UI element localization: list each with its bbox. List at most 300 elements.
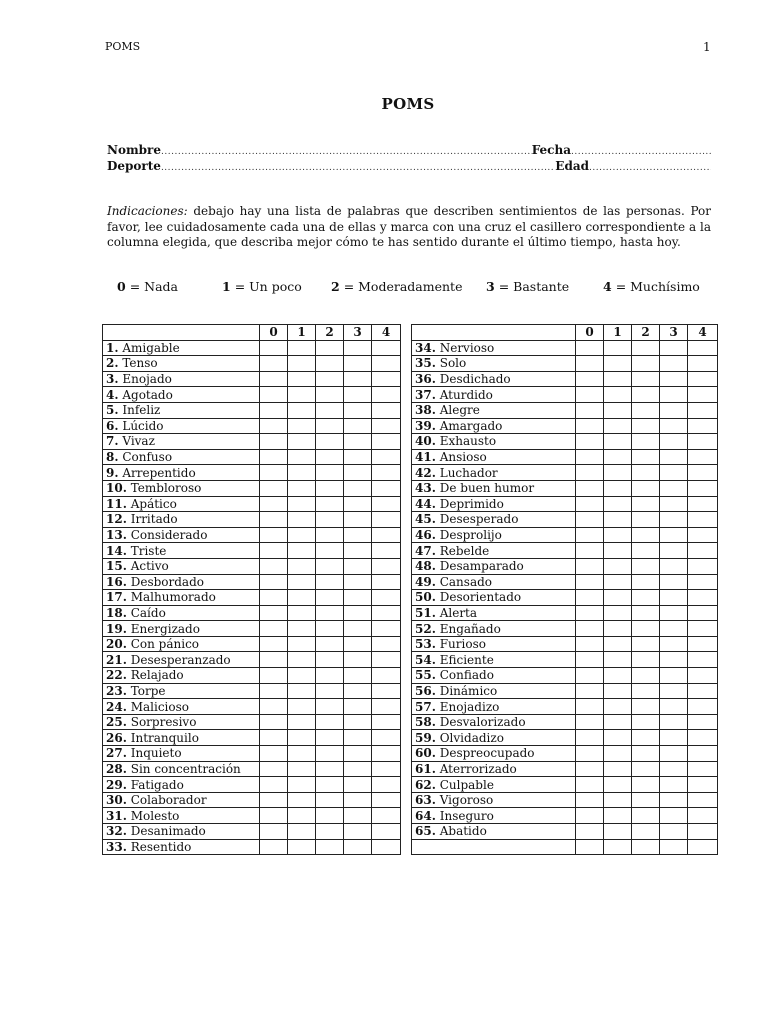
answer-checkbox-cell[interactable] [260,434,288,450]
answer-checkbox-cell[interactable] [660,496,688,512]
answer-checkbox-cell[interactable] [344,746,372,762]
answer-checkbox-cell[interactable] [604,371,632,387]
answer-checkbox-cell[interactable] [576,808,604,824]
answer-checkbox-cell[interactable] [660,746,688,762]
answer-checkbox-cell[interactable] [344,512,372,528]
answer-checkbox-cell[interactable] [604,683,632,699]
answer-checkbox-cell[interactable] [260,730,288,746]
answer-checkbox-cell[interactable] [372,527,401,543]
answer-checkbox-cell[interactable] [632,496,660,512]
answer-checkbox-cell[interactable] [688,434,718,450]
answer-checkbox-cell[interactable] [660,387,688,403]
answer-checkbox-cell[interactable] [604,730,632,746]
answer-checkbox-cell[interactable] [316,746,344,762]
answer-checkbox-cell[interactable] [576,434,604,450]
answer-checkbox-cell[interactable] [660,543,688,559]
answer-checkbox-cell[interactable] [288,496,316,512]
answer-checkbox-cell[interactable] [688,387,718,403]
answer-checkbox-cell[interactable] [260,652,288,668]
answer-checkbox-cell[interactable] [660,356,688,372]
answer-checkbox-cell[interactable] [316,543,344,559]
answer-checkbox-cell[interactable] [604,621,632,637]
answer-checkbox-cell[interactable] [288,699,316,715]
answer-checkbox-cell[interactable] [260,808,288,824]
answer-checkbox-cell[interactable] [576,668,604,684]
answer-checkbox-cell[interactable] [632,574,660,590]
answer-checkbox-cell[interactable] [632,621,660,637]
edad-field[interactable] [589,163,711,173]
answer-checkbox-cell[interactable] [288,730,316,746]
answer-checkbox-cell[interactable] [660,808,688,824]
answer-checkbox-cell[interactable] [344,824,372,840]
answer-checkbox-cell[interactable] [288,465,316,481]
answer-checkbox-cell[interactable] [576,824,604,840]
answer-checkbox-cell[interactable] [316,574,344,590]
answer-checkbox-cell[interactable] [372,777,401,793]
answer-checkbox-cell[interactable] [260,496,288,512]
answer-checkbox-cell[interactable] [288,636,316,652]
answer-checkbox-cell[interactable] [344,480,372,496]
answer-checkbox-cell[interactable] [576,465,604,481]
answer-checkbox-cell[interactable] [316,792,344,808]
answer-checkbox-cell[interactable] [260,527,288,543]
answer-checkbox-cell[interactable] [288,356,316,372]
answer-checkbox-cell[interactable] [660,512,688,528]
answer-checkbox-cell[interactable] [632,434,660,450]
answer-checkbox-cell[interactable] [316,683,344,699]
answer-checkbox-cell[interactable] [688,465,718,481]
answer-checkbox-cell[interactable] [632,371,660,387]
answer-checkbox-cell[interactable] [316,340,344,356]
answer-checkbox-cell[interactable] [688,574,718,590]
answer-checkbox-cell[interactable] [260,574,288,590]
answer-checkbox-cell[interactable] [316,714,344,730]
answer-checkbox-cell[interactable] [604,699,632,715]
answer-checkbox-cell[interactable] [688,792,718,808]
nombre-field[interactable] [161,147,532,157]
answer-checkbox-cell[interactable] [316,402,344,418]
deporte-field[interactable] [161,163,555,173]
answer-checkbox-cell[interactable] [576,621,604,637]
answer-checkbox-cell[interactable] [604,543,632,559]
answer-checkbox-cell[interactable] [604,792,632,808]
answer-checkbox-cell[interactable] [604,402,632,418]
answer-checkbox-cell[interactable] [576,387,604,403]
answer-checkbox-cell[interactable] [604,636,632,652]
answer-checkbox-cell[interactable] [344,777,372,793]
answer-checkbox-cell[interactable] [604,418,632,434]
answer-checkbox-cell[interactable] [632,683,660,699]
answer-checkbox-cell[interactable] [260,824,288,840]
answer-checkbox-cell[interactable] [288,652,316,668]
answer-checkbox-cell[interactable] [604,356,632,372]
answer-checkbox-cell[interactable] [316,777,344,793]
answer-checkbox-cell[interactable] [688,777,718,793]
answer-checkbox-cell[interactable] [632,777,660,793]
answer-checkbox-cell[interactable] [604,652,632,668]
answer-checkbox-cell[interactable] [372,605,401,621]
answer-checkbox-cell[interactable] [260,512,288,528]
answer-checkbox-cell[interactable] [660,792,688,808]
answer-checkbox-cell[interactable] [316,387,344,403]
answer-checkbox-cell[interactable] [660,449,688,465]
answer-checkbox-cell[interactable] [604,496,632,512]
answer-checkbox-cell[interactable] [688,558,718,574]
answer-checkbox-cell[interactable] [316,480,344,496]
answer-checkbox-cell[interactable] [344,558,372,574]
answer-checkbox-cell[interactable] [288,777,316,793]
answer-checkbox-cell[interactable] [316,371,344,387]
answer-checkbox-cell[interactable] [344,465,372,481]
answer-checkbox-cell[interactable] [344,434,372,450]
fecha-field[interactable] [571,147,711,157]
answer-checkbox-cell[interactable] [688,480,718,496]
answer-checkbox-cell[interactable] [288,839,316,855]
answer-checkbox-cell[interactable] [316,465,344,481]
answer-checkbox-cell[interactable] [344,418,372,434]
answer-checkbox-cell[interactable] [576,777,604,793]
answer-checkbox-cell[interactable] [660,621,688,637]
answer-checkbox-cell[interactable] [660,480,688,496]
answer-checkbox-cell[interactable] [688,449,718,465]
answer-checkbox-cell[interactable] [316,512,344,528]
answer-checkbox-cell[interactable] [576,356,604,372]
answer-checkbox-cell[interactable] [632,699,660,715]
answer-checkbox-cell[interactable] [316,808,344,824]
answer-checkbox-cell[interactable] [260,683,288,699]
answer-checkbox-cell[interactable] [688,683,718,699]
answer-checkbox-cell[interactable] [604,558,632,574]
answer-checkbox-cell[interactable] [372,356,401,372]
answer-checkbox-cell[interactable] [288,371,316,387]
answer-checkbox-cell[interactable] [604,340,632,356]
answer-checkbox-cell[interactable] [604,465,632,481]
answer-checkbox-cell[interactable] [316,824,344,840]
answer-checkbox-cell[interactable] [604,574,632,590]
answer-checkbox-cell[interactable] [316,558,344,574]
answer-checkbox-cell[interactable] [288,558,316,574]
answer-checkbox-cell[interactable] [288,480,316,496]
answer-checkbox-cell[interactable] [604,527,632,543]
answer-checkbox-cell[interactable] [660,558,688,574]
answer-checkbox-cell[interactable] [632,387,660,403]
answer-checkbox-cell[interactable] [632,480,660,496]
answer-checkbox-cell[interactable] [576,574,604,590]
answer-checkbox-cell[interactable] [344,699,372,715]
answer-checkbox-cell[interactable] [288,574,316,590]
answer-checkbox-cell[interactable] [660,605,688,621]
answer-checkbox-cell[interactable] [344,668,372,684]
answer-checkbox-cell[interactable] [344,371,372,387]
answer-checkbox-cell[interactable] [288,668,316,684]
answer-checkbox-cell[interactable] [632,543,660,559]
answer-checkbox-cell[interactable] [688,668,718,684]
answer-checkbox-cell[interactable] [344,730,372,746]
answer-checkbox-cell[interactable] [260,621,288,637]
answer-checkbox-cell[interactable] [344,574,372,590]
answer-checkbox-cell[interactable] [288,792,316,808]
answer-checkbox-cell[interactable] [344,636,372,652]
answer-checkbox-cell[interactable] [576,605,604,621]
answer-checkbox-cell[interactable] [576,699,604,715]
answer-checkbox-cell[interactable] [576,449,604,465]
answer-checkbox-cell[interactable] [576,402,604,418]
answer-checkbox-cell[interactable] [344,652,372,668]
answer-checkbox-cell[interactable] [632,590,660,606]
answer-checkbox-cell[interactable] [660,636,688,652]
answer-checkbox-cell[interactable] [316,590,344,606]
answer-checkbox-cell[interactable] [372,590,401,606]
answer-checkbox-cell[interactable] [372,824,401,840]
answer-checkbox-cell[interactable] [316,652,344,668]
answer-checkbox-cell[interactable] [288,605,316,621]
answer-checkbox-cell[interactable] [604,746,632,762]
answer-checkbox-cell[interactable] [660,777,688,793]
answer-checkbox-cell[interactable] [576,418,604,434]
answer-checkbox-cell[interactable] [316,730,344,746]
answer-checkbox-cell[interactable] [344,590,372,606]
answer-checkbox-cell[interactable] [660,434,688,450]
answer-checkbox-cell[interactable] [576,730,604,746]
answer-checkbox-cell[interactable] [372,621,401,637]
answer-checkbox-cell[interactable] [372,496,401,512]
answer-checkbox-cell[interactable] [660,527,688,543]
answer-checkbox-cell[interactable] [288,434,316,450]
answer-checkbox-cell[interactable] [576,683,604,699]
answer-checkbox-cell[interactable] [288,418,316,434]
answer-checkbox-cell[interactable] [688,699,718,715]
answer-checkbox-cell[interactable] [316,356,344,372]
answer-checkbox-cell[interactable] [288,387,316,403]
answer-checkbox-cell[interactable] [288,340,316,356]
answer-checkbox-cell[interactable] [660,668,688,684]
answer-checkbox-cell[interactable] [260,792,288,808]
answer-checkbox-cell[interactable] [260,605,288,621]
answer-checkbox-cell[interactable] [344,792,372,808]
answer-checkbox-cell[interactable] [604,590,632,606]
answer-checkbox-cell[interactable] [688,527,718,543]
answer-checkbox-cell[interactable] [372,746,401,762]
answer-checkbox-cell[interactable] [316,839,344,855]
answer-checkbox-cell[interactable] [316,434,344,450]
answer-checkbox-cell[interactable] [288,683,316,699]
answer-checkbox-cell[interactable] [688,636,718,652]
answer-checkbox-cell[interactable] [288,449,316,465]
answer-checkbox-cell[interactable] [576,371,604,387]
answer-checkbox-cell[interactable] [344,839,372,855]
answer-checkbox-cell[interactable] [372,761,401,777]
answer-checkbox-cell[interactable] [660,371,688,387]
answer-checkbox-cell[interactable] [344,761,372,777]
answer-checkbox-cell[interactable] [576,746,604,762]
answer-checkbox-cell[interactable] [632,652,660,668]
answer-checkbox-cell[interactable] [632,730,660,746]
answer-checkbox-cell[interactable] [344,449,372,465]
answer-checkbox-cell[interactable] [372,371,401,387]
answer-checkbox-cell[interactable] [344,605,372,621]
answer-checkbox-cell[interactable] [344,356,372,372]
answer-checkbox-cell[interactable] [632,356,660,372]
answer-checkbox-cell[interactable] [688,605,718,621]
answer-checkbox-cell[interactable] [316,636,344,652]
answer-checkbox-cell[interactable] [632,605,660,621]
answer-checkbox-cell[interactable] [344,496,372,512]
answer-checkbox-cell[interactable] [288,543,316,559]
answer-checkbox-cell[interactable] [260,699,288,715]
answer-checkbox-cell[interactable] [288,714,316,730]
answer-checkbox-cell[interactable] [632,512,660,528]
answer-checkbox-cell[interactable] [604,434,632,450]
answer-checkbox-cell[interactable] [260,340,288,356]
answer-checkbox-cell[interactable] [660,340,688,356]
answer-checkbox-cell[interactable] [372,730,401,746]
answer-checkbox-cell[interactable] [372,668,401,684]
answer-checkbox-cell[interactable] [344,808,372,824]
answer-checkbox-cell[interactable] [316,699,344,715]
answer-checkbox-cell[interactable] [604,480,632,496]
answer-checkbox-cell[interactable] [688,808,718,824]
answer-checkbox-cell[interactable] [688,714,718,730]
answer-checkbox-cell[interactable] [688,340,718,356]
answer-checkbox-cell[interactable] [288,824,316,840]
answer-checkbox-cell[interactable] [688,543,718,559]
answer-checkbox-cell[interactable] [632,527,660,543]
answer-checkbox-cell[interactable] [576,543,604,559]
answer-checkbox-cell[interactable] [660,714,688,730]
answer-checkbox-cell[interactable] [576,340,604,356]
answer-checkbox-cell[interactable] [604,605,632,621]
answer-checkbox-cell[interactable] [632,465,660,481]
answer-checkbox-cell[interactable] [660,590,688,606]
answer-checkbox-cell[interactable] [372,340,401,356]
answer-checkbox-cell[interactable] [372,465,401,481]
answer-checkbox-cell[interactable] [260,543,288,559]
answer-checkbox-cell[interactable] [632,746,660,762]
answer-checkbox-cell[interactable] [288,402,316,418]
answer-checkbox-cell[interactable] [660,683,688,699]
answer-checkbox-cell[interactable] [260,480,288,496]
answer-checkbox-cell[interactable] [260,418,288,434]
answer-checkbox-cell[interactable] [372,699,401,715]
answer-checkbox-cell[interactable] [316,605,344,621]
answer-checkbox-cell[interactable] [576,714,604,730]
answer-checkbox-cell[interactable] [660,465,688,481]
answer-checkbox-cell[interactable] [344,402,372,418]
answer-checkbox-cell[interactable] [372,512,401,528]
answer-checkbox-cell[interactable] [344,340,372,356]
answer-checkbox-cell[interactable] [372,558,401,574]
answer-checkbox-cell[interactable] [372,543,401,559]
answer-checkbox-cell[interactable] [344,543,372,559]
answer-checkbox-cell[interactable] [688,512,718,528]
answer-checkbox-cell[interactable] [260,636,288,652]
answer-checkbox-cell[interactable] [688,496,718,512]
answer-checkbox-cell[interactable] [632,761,660,777]
answer-checkbox-cell[interactable] [372,636,401,652]
answer-checkbox-cell[interactable] [316,449,344,465]
answer-checkbox-cell[interactable] [316,621,344,637]
answer-checkbox-cell[interactable] [260,465,288,481]
answer-checkbox-cell[interactable] [288,746,316,762]
answer-checkbox-cell[interactable] [688,652,718,668]
answer-checkbox-cell[interactable] [576,652,604,668]
answer-checkbox-cell[interactable] [632,558,660,574]
answer-checkbox-cell[interactable] [288,590,316,606]
answer-checkbox-cell[interactable] [576,792,604,808]
answer-checkbox-cell[interactable] [316,418,344,434]
answer-checkbox-cell[interactable] [288,621,316,637]
answer-checkbox-cell[interactable] [316,761,344,777]
answer-checkbox-cell[interactable] [660,574,688,590]
answer-checkbox-cell[interactable] [632,340,660,356]
answer-checkbox-cell[interactable] [260,371,288,387]
answer-checkbox-cell[interactable] [660,699,688,715]
answer-checkbox-cell[interactable] [660,418,688,434]
answer-checkbox-cell[interactable] [688,402,718,418]
answer-checkbox-cell[interactable] [372,574,401,590]
answer-checkbox-cell[interactable] [688,418,718,434]
answer-checkbox-cell[interactable] [316,668,344,684]
answer-checkbox-cell[interactable] [688,730,718,746]
answer-checkbox-cell[interactable] [288,512,316,528]
answer-checkbox-cell[interactable] [632,792,660,808]
answer-checkbox-cell[interactable] [344,683,372,699]
answer-checkbox-cell[interactable] [372,792,401,808]
answer-checkbox-cell[interactable] [576,636,604,652]
answer-checkbox-cell[interactable] [372,434,401,450]
answer-checkbox-cell[interactable] [372,652,401,668]
answer-checkbox-cell[interactable] [632,449,660,465]
answer-checkbox-cell[interactable] [576,496,604,512]
answer-checkbox-cell[interactable] [688,356,718,372]
answer-checkbox-cell[interactable] [660,761,688,777]
answer-checkbox-cell[interactable] [604,824,632,840]
answer-checkbox-cell[interactable] [260,590,288,606]
answer-checkbox-cell[interactable] [372,387,401,403]
answer-checkbox-cell[interactable] [260,402,288,418]
answer-checkbox-cell[interactable] [316,527,344,543]
answer-checkbox-cell[interactable] [260,356,288,372]
answer-checkbox-cell[interactable] [604,387,632,403]
answer-checkbox-cell[interactable] [688,590,718,606]
answer-checkbox-cell[interactable] [288,527,316,543]
answer-checkbox-cell[interactable] [632,824,660,840]
answer-checkbox-cell[interactable] [344,621,372,637]
answer-checkbox-cell[interactable] [316,496,344,512]
answer-checkbox-cell[interactable] [288,808,316,824]
answer-checkbox-cell[interactable] [632,714,660,730]
answer-checkbox-cell[interactable] [260,839,288,855]
answer-checkbox-cell[interactable] [632,418,660,434]
answer-checkbox-cell[interactable] [260,777,288,793]
answer-checkbox-cell[interactable] [604,668,632,684]
answer-checkbox-cell[interactable] [372,449,401,465]
answer-checkbox-cell[interactable] [260,714,288,730]
answer-checkbox-cell[interactable] [576,590,604,606]
answer-checkbox-cell[interactable] [576,558,604,574]
answer-checkbox-cell[interactable] [372,402,401,418]
answer-checkbox-cell[interactable] [288,761,316,777]
answer-checkbox-cell[interactable] [604,808,632,824]
answer-checkbox-cell[interactable] [576,527,604,543]
answer-checkbox-cell[interactable] [372,714,401,730]
answer-checkbox-cell[interactable] [660,824,688,840]
answer-checkbox-cell[interactable] [604,714,632,730]
answer-checkbox-cell[interactable] [576,480,604,496]
answer-checkbox-cell[interactable] [372,839,401,855]
answer-checkbox-cell[interactable] [688,371,718,387]
answer-checkbox-cell[interactable] [688,824,718,840]
